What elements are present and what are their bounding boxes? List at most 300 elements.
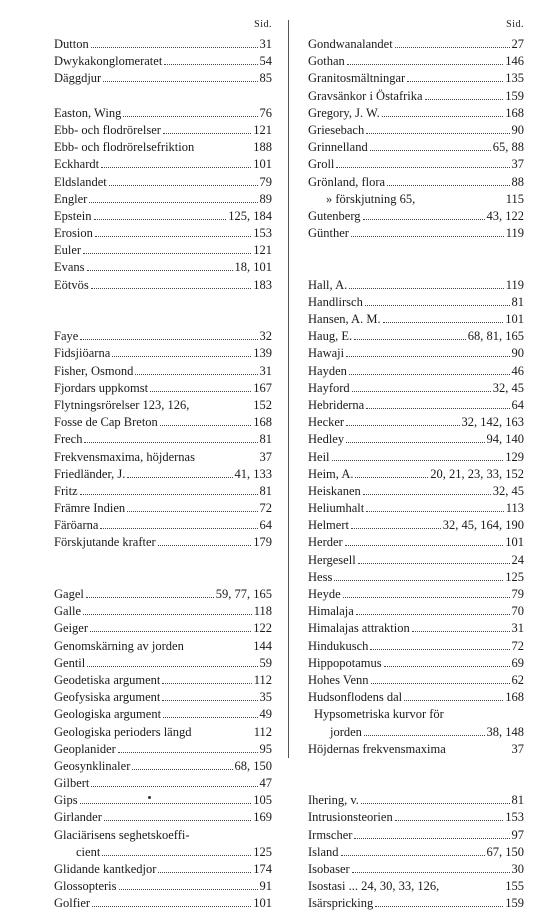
index-term: Gondwanalandet	[308, 37, 393, 51]
index-entry	[308, 552, 524, 569]
page-numbers: 101	[505, 535, 524, 550]
leader-dots	[365, 295, 510, 306]
index-term: Hecker	[308, 415, 345, 430]
index-term: Ebb- och flodrörelser	[54, 122, 161, 137]
page-numbers: 41, 133	[234, 466, 272, 481]
index-entry	[308, 208, 524, 225]
index-term: Eötvös	[54, 277, 89, 292]
index-entry	[54, 225, 272, 242]
leader-dots	[355, 467, 428, 478]
index-column-left	[54, 18, 272, 913]
index-entry	[54, 741, 272, 758]
index-term: Girlander	[54, 810, 102, 825]
page-numbers: 31	[259, 363, 272, 378]
index-gap	[54, 88, 272, 105]
leader-dots	[363, 484, 491, 495]
index-entry	[308, 517, 524, 534]
index-term: Granitosmältningar	[308, 71, 406, 86]
page-numbers: 113	[505, 501, 524, 516]
index-term: Fosse de Cap Breton	[54, 415, 158, 430]
index-term: Isostasi ... 24, 30, 33, 126,	[308, 879, 440, 894]
page-numbers: 88	[511, 174, 524, 189]
index-entry	[54, 724, 272, 741]
index-column-right	[308, 18, 524, 913]
leader-dots	[352, 381, 491, 392]
page-numbers: 101	[253, 157, 272, 172]
index-entry	[308, 156, 524, 173]
leader-dots	[364, 725, 485, 736]
leader-dots	[158, 535, 252, 546]
index-term: Fjordars uppkomst	[54, 380, 149, 395]
index-term: Helmert	[308, 518, 349, 533]
leader-dots	[395, 37, 510, 48]
index-term: Frekvensmaxima, höjdernas	[54, 449, 195, 464]
index-entry	[54, 70, 272, 87]
index-term: Eldslandet	[54, 174, 107, 189]
page-numbers: 31	[511, 621, 524, 636]
index-term: Griesebach	[308, 122, 365, 137]
index-term: Hebriderna	[308, 397, 365, 412]
leader-dots	[352, 862, 510, 873]
index-entry	[308, 895, 524, 912]
index-term: Isobaser	[308, 862, 350, 876]
page-numbers: 112	[253, 724, 272, 739]
page-numbers: 179	[253, 535, 272, 550]
index-term: Haug, E.	[308, 329, 353, 344]
leader-dots	[356, 604, 510, 615]
page-numbers: 32, 45, 164, 190	[442, 518, 524, 533]
index-term: Höjdernas frekvensmaxima	[308, 741, 446, 756]
page-numbers: 146	[505, 54, 524, 69]
index-entry	[308, 706, 524, 723]
index-entry	[308, 620, 524, 637]
leader-dots	[91, 278, 252, 289]
leader-dots	[375, 896, 503, 907]
leader-dots	[90, 621, 251, 632]
page-numbers: 76	[259, 105, 272, 120]
index-entry	[308, 586, 524, 603]
leader-dots	[341, 845, 485, 856]
index-term: Geiger	[54, 621, 89, 636]
index-term: Färöarna	[54, 518, 99, 533]
index-entry	[308, 827, 524, 844]
page-numbers: 67, 150	[486, 844, 524, 859]
leader-dots	[192, 829, 271, 839]
leader-dots	[104, 810, 251, 821]
leader-dots	[127, 467, 232, 478]
leader-dots	[80, 793, 252, 804]
index-entry	[308, 88, 524, 105]
page-numbers: 47	[259, 776, 272, 791]
leader-dots	[112, 346, 251, 357]
index-entry	[308, 328, 524, 345]
index-entry	[54, 586, 272, 603]
leader-dots	[448, 743, 510, 753]
index-entry	[54, 174, 272, 191]
page-numbers: 125	[253, 844, 272, 859]
page-numbers: 46	[511, 363, 524, 378]
page-numbers: 20, 21, 23, 33, 152	[430, 466, 524, 481]
leader-dots	[109, 175, 258, 186]
page-numbers: 68, 81, 165	[467, 329, 524, 344]
page-numbers: 153	[505, 810, 524, 825]
index-gap	[54, 311, 272, 328]
index-gap	[308, 259, 524, 276]
index-entry	[54, 792, 272, 809]
leader-dots	[349, 364, 510, 375]
leader-dots	[384, 656, 510, 667]
index-term: Dutton	[54, 37, 89, 51]
leader-dots	[351, 226, 504, 237]
index-term: Gothan	[308, 54, 345, 69]
index-entry	[54, 500, 272, 517]
index-entry	[54, 53, 272, 70]
index-term: Flytningsrörelser 123, 126,	[54, 397, 190, 412]
index-term: Gentil	[54, 655, 86, 670]
leader-dots	[197, 451, 258, 461]
index-entry	[54, 689, 272, 706]
leader-dots	[118, 742, 258, 753]
index-entry	[308, 345, 524, 362]
index-entry	[308, 861, 524, 878]
leader-dots	[91, 37, 258, 48]
page-numbers: 121	[253, 243, 272, 258]
index-term: Glossopteris	[54, 879, 117, 894]
leader-dots	[370, 639, 509, 650]
page-numbers: 188	[253, 140, 272, 155]
page-numbers: 153	[253, 226, 272, 241]
print-speck	[148, 796, 151, 799]
index-entry	[308, 466, 524, 483]
index-term: Hawaji	[308, 346, 345, 361]
index-term: Geodetiska argument	[54, 672, 161, 687]
leader-dots	[87, 260, 233, 271]
index-term: Glidande kantkedjor	[54, 862, 157, 876]
leader-dots	[346, 432, 484, 443]
index-term: Euler	[54, 243, 82, 258]
index-entry	[308, 414, 524, 431]
page-numbers: 32, 45	[492, 483, 524, 498]
page-numbers: 91	[259, 879, 272, 894]
index-entry	[54, 208, 272, 225]
page-numbers: 59	[259, 655, 272, 670]
leader-dots	[80, 329, 257, 340]
index-term: » förskjutning 65,	[326, 191, 416, 206]
index-entry	[308, 792, 524, 809]
leader-dots	[366, 123, 509, 134]
index-term: Heliumhalt	[308, 501, 365, 516]
index-term: Heyde	[308, 587, 341, 601]
index-entry	[308, 534, 524, 551]
index-term: jorden	[330, 724, 362, 739]
index-entry	[308, 36, 524, 53]
page-numbers: 89	[259, 191, 272, 206]
index-entry	[308, 277, 524, 294]
leader-dots	[164, 54, 257, 65]
index-term: Frech	[54, 432, 83, 447]
index-term: Främre Indien	[54, 501, 126, 516]
page-numbers: 62	[511, 672, 524, 687]
index-entry	[54, 775, 272, 792]
page-numbers: 122	[253, 621, 272, 636]
page-numbers: 64	[511, 397, 524, 412]
index-entry	[308, 174, 524, 191]
leader-dots	[91, 776, 257, 787]
index-term: Heil	[308, 449, 330, 464]
page-numbers: 174	[253, 862, 272, 876]
leader-dots	[366, 398, 509, 409]
leader-dots	[346, 346, 509, 357]
leader-dots	[417, 193, 503, 203]
index-entry	[308, 500, 524, 517]
index-term: Geofysiska argument	[54, 690, 161, 705]
leader-dots	[336, 157, 509, 168]
index-entry	[308, 311, 524, 328]
index-entry	[308, 638, 524, 655]
page-numbers: 31	[259, 37, 272, 51]
leader-dots	[100, 518, 257, 529]
page-numbers: 129	[505, 449, 524, 464]
leader-dots	[80, 484, 258, 495]
page-numbers: 139	[253, 346, 272, 361]
index-term: Epstein	[54, 208, 92, 223]
index-term: Gagel	[54, 587, 84, 601]
index-term: Ebb- och flodrörelsefriktion	[54, 140, 195, 155]
page-numbers: 85	[259, 71, 272, 86]
index-entry	[308, 672, 524, 689]
index-entry	[54, 534, 272, 551]
index-entry	[54, 36, 272, 53]
leader-dots	[441, 880, 503, 890]
index-entry	[308, 809, 524, 826]
leader-dots	[361, 793, 510, 804]
page-numbers: 168	[505, 690, 524, 705]
page-numbers: 152	[253, 397, 272, 412]
index-entry	[54, 156, 272, 173]
index-term: Gregory, J. W.	[308, 105, 380, 120]
index-entry	[308, 483, 524, 500]
index-term: Dwykakonglomeratet	[54, 54, 163, 69]
index-term: Intrusionsteorien	[308, 810, 393, 825]
leader-dots	[94, 209, 227, 220]
index-entry	[308, 449, 524, 466]
index-entry	[54, 191, 272, 208]
page-numbers: 125	[505, 569, 524, 584]
leader-dots	[412, 621, 510, 632]
page-numbers: 54	[259, 54, 272, 69]
index-term: Friedländer, J.	[54, 466, 126, 481]
index-gap	[308, 242, 524, 259]
page-numbers: 119	[505, 277, 524, 292]
leader-dots	[119, 879, 258, 890]
leader-dots	[395, 810, 504, 821]
index-term: Herder	[308, 535, 343, 550]
leader-dots	[83, 604, 252, 615]
index-entry	[54, 827, 272, 844]
page-column-header: Sid.	[506, 19, 524, 30]
page-numbers: 115	[505, 191, 524, 206]
index-term: Eckhardt	[54, 157, 100, 172]
index-term: Gilbert	[54, 776, 90, 791]
page-numbers: 79	[259, 174, 272, 189]
leader-dots	[343, 587, 510, 598]
index-entry	[54, 345, 272, 362]
index-entry	[308, 53, 524, 70]
leader-dots	[186, 640, 251, 650]
index-entry	[308, 741, 524, 758]
index-term: Hall, A.	[308, 277, 348, 292]
index-gap	[54, 569, 272, 586]
page-numbers: 155	[505, 879, 524, 894]
index-entry	[54, 483, 272, 500]
index-term: Irmscher	[308, 827, 353, 842]
index-term: Gravsänkor i Östafrika	[308, 88, 423, 103]
index-entry	[308, 689, 524, 706]
page-numbers: 81	[511, 793, 524, 808]
index-entry	[54, 328, 272, 345]
index-term: Hedley	[308, 432, 345, 447]
page-numbers: 18, 101	[234, 260, 272, 275]
index-term: Gutenberg	[308, 208, 361, 223]
index-entry	[308, 569, 524, 586]
index-entry	[308, 397, 524, 414]
leader-dots	[86, 587, 214, 598]
index-entry	[54, 431, 272, 448]
index-entry	[308, 70, 524, 87]
leader-dots	[160, 415, 251, 426]
leader-dots	[345, 535, 504, 546]
index-list-left	[54, 36, 272, 913]
leader-dots	[103, 71, 257, 82]
leader-dots	[446, 708, 522, 718]
index-entry	[54, 603, 272, 620]
index-entry	[54, 139, 272, 156]
leader-dots	[92, 896, 251, 907]
leader-dots	[332, 450, 504, 461]
page-numbers: 112	[253, 672, 272, 687]
leader-dots	[334, 570, 503, 581]
leader-dots	[95, 226, 251, 237]
index-term: Gips	[54, 793, 78, 808]
index-term: Himalajas attraktion	[308, 621, 410, 636]
page-numbers: 97	[511, 827, 524, 842]
index-gap	[54, 294, 272, 311]
index-term: Golfier	[54, 896, 91, 911]
index-term: Geosynklinaler	[54, 758, 131, 773]
leader-dots	[366, 501, 503, 512]
index-entry	[308, 191, 524, 208]
leader-dots	[135, 364, 257, 375]
page-numbers: 144	[253, 638, 272, 653]
index-gap	[308, 775, 524, 792]
index-term: Hayford	[308, 380, 350, 395]
page-numbers: 65, 88	[492, 140, 524, 155]
page-numbers: 121	[253, 122, 272, 137]
page-numbers: 90	[511, 346, 524, 361]
index-entry	[308, 380, 524, 397]
index-entry	[54, 758, 272, 775]
index-entry	[308, 724, 524, 741]
index-entry	[54, 259, 272, 276]
index-entry	[308, 122, 524, 139]
index-term: Island	[308, 844, 339, 859]
index-term: Evans	[54, 260, 85, 275]
index-term: Hansen, A. M.	[308, 312, 381, 326]
leader-dots	[382, 106, 503, 117]
index-entry	[54, 380, 272, 397]
index-entry	[54, 466, 272, 483]
page-numbers: 81	[259, 483, 272, 498]
page-numbers: 24	[511, 552, 524, 567]
index-term: cient	[76, 844, 101, 859]
index-entry	[54, 242, 272, 259]
index-term: Glaciärisens seghetskoeffi-	[54, 827, 190, 842]
index-term: Grinnelland	[308, 140, 368, 155]
page-numbers: 183	[253, 277, 272, 292]
index-entry	[54, 809, 272, 826]
page-numbers: 168	[505, 105, 524, 120]
index-entry	[308, 655, 524, 672]
index-term: Hohes Venn	[308, 672, 369, 687]
page-numbers: 168	[253, 415, 272, 430]
leader-dots	[101, 157, 251, 168]
page-numbers: 49	[259, 707, 272, 722]
index-term: Fritz	[54, 483, 78, 498]
index-term: Isärspricking	[308, 896, 374, 911]
index-gap	[308, 758, 524, 775]
index-entry	[308, 105, 524, 122]
index-term: Fisher, Osmond	[54, 363, 134, 378]
page-numbers: 169	[253, 810, 272, 825]
page-numbers: 79	[511, 587, 524, 601]
page-numbers: 59, 77, 165	[215, 587, 272, 601]
index-term: Geoplanider	[54, 741, 116, 756]
page-numbers: 32, 142, 163	[461, 415, 524, 430]
page-numbers: 70	[511, 604, 524, 619]
index-term: Hayden	[308, 363, 347, 378]
leader-dots	[127, 501, 257, 512]
index-entry	[54, 277, 272, 294]
page-numbers: 135	[505, 71, 524, 86]
index-entry	[54, 517, 272, 534]
index-entry	[54, 672, 272, 689]
index-term: Heim, A.	[308, 466, 354, 481]
page-numbers: 72	[259, 501, 272, 516]
index-entry	[308, 844, 524, 861]
index-term: Hippopotamus	[308, 655, 382, 670]
leader-dots	[347, 54, 503, 65]
page-numbers: 27	[511, 37, 524, 51]
index-entry	[54, 449, 272, 466]
index-term: Himalaja	[308, 604, 354, 619]
leader-dots	[158, 862, 251, 873]
page-numbers: 37	[511, 741, 524, 756]
leader-dots	[123, 106, 257, 117]
leader-dots	[354, 828, 509, 839]
index-term: Däggdjur	[54, 71, 102, 86]
index-entry	[54, 706, 272, 723]
page-numbers: 30	[511, 862, 524, 876]
index-term: Förskjutande krafter	[54, 535, 156, 550]
index-term: Faye	[54, 329, 79, 344]
column-divider	[288, 20, 289, 758]
index-term: Fidsjiöarna	[54, 346, 111, 361]
page-numbers: 167	[253, 380, 272, 395]
leader-dots	[196, 141, 251, 151]
leader-dots	[370, 140, 491, 151]
index-entry	[54, 363, 272, 380]
page-numbers: 37	[259, 449, 272, 464]
